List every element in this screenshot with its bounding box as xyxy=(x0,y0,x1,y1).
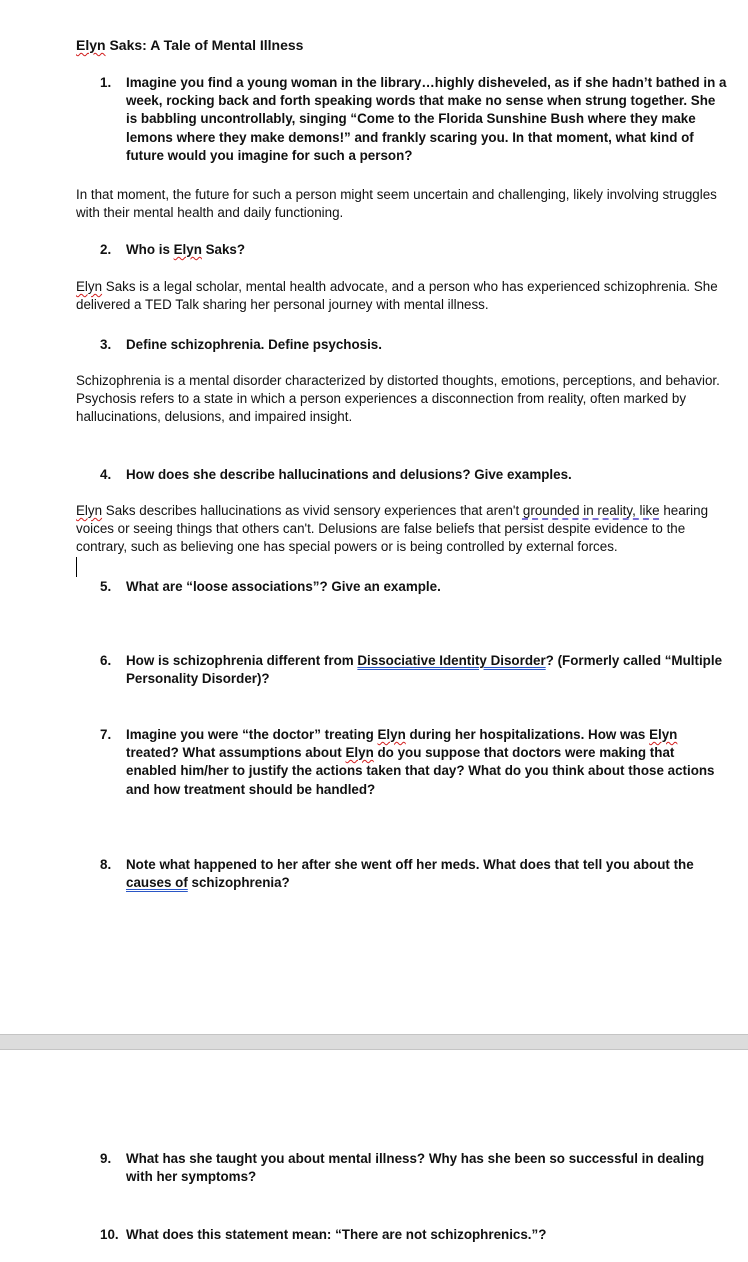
question-number: 1. xyxy=(100,75,112,90)
question-4 xyxy=(100,466,728,484)
question-10 xyxy=(100,1226,728,1244)
question-text: Imagine you were “the doctor” treating Elyn during her hospitalizations. How was Elyn treated? What assumptions about Elyn do you suppose that doctors were making that enabled him/her to justify the actions taken that day? What do you think about those actions and how treatment should be handled? xyxy=(126,727,715,797)
question-6 xyxy=(100,652,728,688)
answer-1[interactable]: In that moment, the future for such a person might seem uncertain and challenging, likely involving struggles with their mental health and daily functioning. xyxy=(76,187,717,221)
answer-2[interactable]: Elyn Saks is a legal scholar, mental health advocate, and a person who has experienced schizophrenia. She delivered a TED Talk sharing her personal journey with mental illness. xyxy=(76,279,718,313)
question-number: 3. xyxy=(100,337,112,352)
style-suggestion[interactable]: grounded in reality, like xyxy=(522,503,660,518)
question-number: 8. xyxy=(100,857,112,872)
answer-4[interactable]: Elyn Saks describes hallucinations as vivid sensory experiences that aren't grounded in reality, like hearing voices or seeing things that others can't. Delusions are false beliefs that persist despite evidence to the contrary, such as believing one has special powers or is being controlled by external forces. xyxy=(76,503,709,555)
misspelled-word[interactable]: Elyn xyxy=(173,242,202,257)
question-text: Note what happened to her after she went off her meds. What does that tell you about the causes of schizophrenia? xyxy=(126,857,694,891)
question-text: What has she taught you about mental illness? Why has she been so successful in dealing with her symptoms? xyxy=(126,1151,705,1185)
question-number: 2. xyxy=(100,242,112,257)
question-number: 9. xyxy=(100,1151,112,1166)
grammar-suggestion[interactable]: causes of xyxy=(126,875,188,891)
question-number: 5. xyxy=(100,579,112,594)
question-number: 4. xyxy=(100,467,112,482)
answer-3[interactable]: Schizophrenia is a mental disorder characterized by distorted thoughts, emotions, perceptions, and behavior. Psychosis refers to a state in which a person experiences a disconnection from reality, often marked by hallucinations, delusions, and impaired insight. xyxy=(76,373,720,425)
question-2 xyxy=(100,241,728,259)
question-3 xyxy=(100,336,728,354)
question-8 xyxy=(100,856,728,892)
question-number: 6. xyxy=(100,653,112,668)
question-number: 7. xyxy=(100,727,112,742)
question-5 xyxy=(100,578,728,596)
text-cursor xyxy=(76,557,77,577)
grammar-suggestion[interactable]: Dissociative Identity Disorder xyxy=(357,653,546,668)
misspelled-word[interactable]: Elyn xyxy=(76,279,103,294)
misspelled-word[interactable]: Elyn xyxy=(345,745,374,761)
document-title: Elyn Saks: A Tale of Mental Illness xyxy=(76,37,304,53)
question-text: What does this statement mean: “There are not schizophrenics.”? xyxy=(126,1227,547,1242)
question-7 xyxy=(100,726,728,799)
question-1 xyxy=(100,74,728,165)
question-text: Define schizophrenia. Define psychosis. xyxy=(126,337,382,352)
misspelled-word[interactable]: Elyn xyxy=(76,503,103,518)
question-9 xyxy=(100,1150,728,1186)
question-text: How does she describe hallucinations and delusions? Give examples. xyxy=(126,467,572,482)
question-number: 10. xyxy=(100,1227,119,1242)
question-text: What are “loose associations”? Give an example. xyxy=(126,579,441,594)
question-text: How is schizophrenia different from Dissociative Identity Disorder? (Formerly called “Multiple Personality Disorder)? xyxy=(126,653,723,687)
question-text: Who is Elyn Saks? xyxy=(126,242,246,257)
misspelled-word[interactable]: Elyn xyxy=(377,727,406,742)
misspelled-word[interactable]: Elyn xyxy=(76,37,106,53)
misspelled-word[interactable]: Elyn xyxy=(649,727,678,742)
question-text: Imagine you find a young woman in the library…highly disheveled, as if she hadn’t bathed in a week, rocking back and forth speaking words that make no sense when strung together. She is babbling uncontrollably, singing “Come to the Florida Sunshine Bush where they make lemons where they make demons!” and frankly scaring you. In that moment, what kind of future would you imagine for such a person? xyxy=(126,75,727,163)
page-break-gap xyxy=(0,1034,748,1050)
